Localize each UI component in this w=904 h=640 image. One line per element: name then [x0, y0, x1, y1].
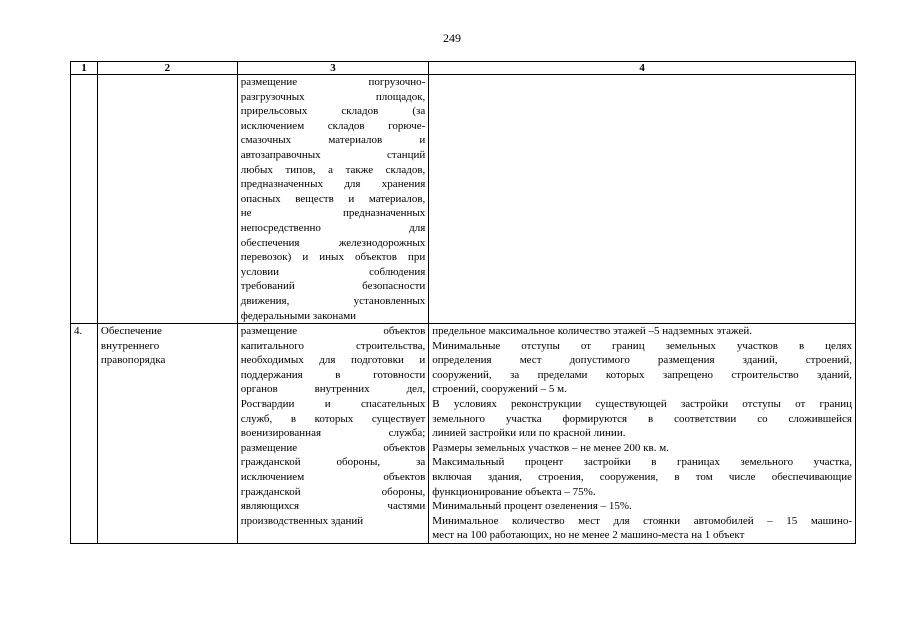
text-line: Росгвардии и спасательных — [240, 398, 426, 411]
text-line: мест на 100 работающих, но не менее 2 машино-места на 1 объект — [432, 529, 745, 542]
text-line: определения мест допустимого размещения зданий, строений, — [432, 354, 852, 367]
text-line: внутреннего — [100, 339, 160, 352]
cell-name — [97, 324, 237, 544]
text-line: гражданской обороны, — [240, 485, 426, 498]
parameter-paragraph — [432, 514, 852, 543]
text-line: линией застройки или по красной линии. — [432, 427, 626, 440]
text-line: размещение объектов — [240, 325, 426, 338]
cell-num — [71, 75, 98, 324]
text-line: органов внутренних дел, — [240, 383, 426, 396]
cell-description — [237, 75, 429, 324]
text-line: смазочных материалов и — [240, 134, 426, 147]
text-line: земельного участка формируются в соответствии со сложившейся — [432, 412, 852, 425]
text-line: правопорядка — [100, 354, 166, 367]
text-line: условии соблюдения — [240, 265, 426, 278]
header-col-4: 4 — [429, 62, 856, 75]
text-line: служб, в которых существует — [240, 412, 426, 425]
regulations-table — [70, 61, 856, 544]
header-col-3: 3 — [237, 62, 429, 75]
text-line: являющихся частями — [240, 500, 426, 513]
text-line: прирельсовых складов (за — [240, 105, 426, 118]
parameter-paragraph — [432, 499, 852, 514]
text-line: Минимальные отступы от границ земельных участков в целях — [432, 339, 852, 352]
text-line: размещение объектов — [240, 441, 426, 454]
parameter-paragraph — [432, 455, 852, 499]
text-line: В условиях реконструкции существующей застройки отступы от границ — [432, 398, 852, 411]
text-line: обеспечения железнодорожных — [240, 236, 426, 249]
cell-name — [97, 75, 237, 324]
cell-num: 4. — [71, 324, 98, 544]
parameter-paragraph — [432, 324, 852, 339]
text-line: включая здания, строения, сооружения, в том числе обеспечивающие — [432, 471, 852, 484]
page-number: 249 — [443, 31, 461, 45]
text-line: исключением складов горюче- — [240, 119, 426, 132]
cell-parameters — [429, 75, 856, 324]
parameter-paragraph — [432, 397, 852, 441]
text-line: гражданской обороны, за — [240, 456, 426, 469]
text-line: капитального строительства, — [240, 339, 426, 352]
text-line: не предназначенных — [240, 207, 426, 220]
text-line: сооружений, за пределами которых запрещено строительство зданий, — [432, 368, 852, 381]
text-line: Минимальный процент озеленения – 15%. — [432, 500, 632, 513]
text-line: производственных зданий — [240, 514, 364, 527]
header-col-1: 1 — [71, 62, 98, 75]
header-col-2: 2 — [97, 62, 237, 75]
table-row-4 — [71, 324, 856, 544]
text-line: перевозок) и иных объектов при — [240, 251, 426, 264]
text-line: Максимальный процент застройки в границах земельного участка, — [432, 456, 852, 469]
text-line: поддержания в готовности — [240, 368, 426, 381]
text-line: размещение погрузочно- — [240, 76, 426, 88]
text-line: опасных веществ и материалов, — [240, 192, 426, 205]
text-line: Обеспечение — [100, 325, 162, 338]
text-line: функционирование объекта – 75%. — [432, 485, 596, 498]
parameter-paragraph — [432, 441, 852, 456]
cell-parameters — [429, 324, 856, 544]
text-line: предельное максимальное количество этажей –5 надземных этажей. — [432, 325, 752, 338]
text-line: непосредственно для — [240, 221, 426, 234]
parameter-paragraph — [432, 339, 852, 397]
text-line: движения, установленных — [240, 294, 426, 307]
text-line: предназначенных для хранения — [240, 178, 426, 191]
text-line: федеральными законами — [240, 309, 357, 322]
text-line: требований безопасности — [240, 280, 426, 293]
text-line: любых типов, а также складов, — [240, 163, 426, 176]
table-row-continued — [71, 75, 856, 324]
text-line: военизированная служба; — [240, 427, 426, 440]
text-line: Размеры земельных участков – не менее 200 кв. м. — [432, 441, 669, 454]
text-line: строений, сооружений – 5 м. — [432, 383, 567, 396]
text-line: Минимальное количество мест для стоянки автомобилей – 15 машино- — [432, 514, 852, 527]
table-header-row — [71, 62, 856, 75]
text-line: исключением объектов — [240, 471, 426, 484]
text-line: разгрузочных площадок, — [240, 90, 426, 103]
text-line: необходимых для подготовки и — [240, 354, 426, 367]
cell-description — [237, 324, 429, 544]
text-line: автозаправочных станций — [240, 148, 426, 161]
